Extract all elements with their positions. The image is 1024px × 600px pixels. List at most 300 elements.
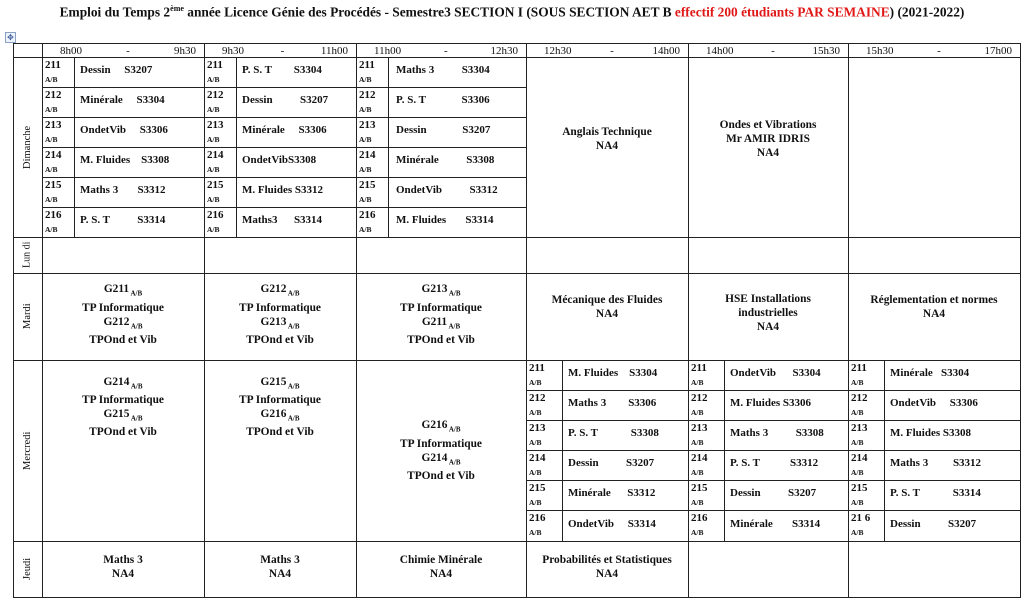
slot-separator: -: [937, 44, 941, 57]
course-entry: OndetVib S3306: [890, 397, 978, 409]
course-entry: P. S. T S3308: [568, 427, 659, 439]
cell-line: TP Informatique: [400, 301, 482, 314]
group-suffix: A/B: [359, 135, 372, 144]
group-row-divider: [688, 480, 848, 481]
cell-line: TPOnd et Vib: [89, 333, 157, 346]
group-label: G214: [103, 375, 130, 388]
group-number: [851, 362, 867, 389]
table-border-bottom: [13, 597, 1020, 598]
group-row-divider: [526, 510, 688, 511]
group-id: 214: [691, 452, 708, 464]
group-row-divider: [848, 480, 1020, 481]
group-suffix: A/B: [129, 289, 143, 298]
tp-cell: [356, 360, 526, 541]
course-cell: [688, 49, 848, 229]
cell-line: TPOnd et Vib: [89, 426, 157, 439]
group-row-divider: [204, 87, 356, 88]
cell-line: NA4: [756, 147, 780, 159]
slot-start-time: 14h00: [706, 44, 734, 57]
course-cell: [204, 539, 356, 595]
slot-end-time: 14h00: [652, 44, 680, 57]
course-entry: OndetVibS3308: [242, 154, 317, 166]
group-suffix: A/B: [129, 382, 143, 390]
course-entry: Maths3 S3314: [242, 214, 323, 226]
group-suffix: A/B: [45, 225, 58, 234]
cell-line: TPOnd et Vib: [246, 333, 314, 346]
tp-cell: [204, 362, 356, 452]
group-row-divider: [42, 207, 204, 208]
slot-end-time: 9h30: [173, 44, 196, 57]
group-number: [691, 482, 708, 509]
group-number: [207, 89, 224, 116]
time-slot-header: [222, 44, 348, 57]
slot-end-time: 17h00: [984, 44, 1012, 57]
group-row-divider: [526, 420, 688, 421]
slot-start-time: 15h30: [866, 44, 894, 57]
course-entry: P. S. T S3312: [730, 457, 819, 469]
cell-line: Réglementation et normes: [870, 293, 998, 306]
group-suffix: A/B: [691, 438, 704, 447]
slot-start-time: 12h30: [544, 44, 572, 57]
group-number: [529, 512, 546, 539]
group-row-divider: [356, 117, 526, 118]
group-row-divider: [848, 510, 1020, 511]
group-number: [529, 392, 546, 419]
cell-line: TPOnd et Vib: [246, 426, 314, 439]
group-number-divider: [74, 57, 75, 237]
course-entry: Maths 3 S3312: [80, 184, 166, 196]
course-entry: OndetVib S3304: [730, 367, 821, 379]
cell-line: [104, 282, 142, 300]
group-row-divider: [42, 147, 204, 148]
group-row-divider: [356, 177, 526, 178]
group-number: [851, 392, 868, 419]
slot-end-time: 11h00: [320, 44, 348, 57]
course-entry: P. S. T S3306: [396, 94, 490, 106]
group-number: [529, 422, 546, 449]
course-entry: Minérale S3314: [730, 518, 821, 530]
group-suffix: A/B: [851, 528, 864, 537]
group-number: [851, 422, 868, 449]
group-suffix: A/B: [851, 498, 864, 507]
group-row-divider: [848, 390, 1020, 391]
tp-cell: [42, 362, 204, 452]
group-id: 214: [207, 149, 224, 161]
group-label: G215: [260, 375, 287, 388]
group-number: [529, 452, 546, 479]
group-suffix: A/B: [691, 408, 704, 417]
group-row-divider: [356, 87, 526, 88]
group-number: [851, 452, 868, 479]
group-suffix: A/B: [691, 528, 704, 537]
cell-line: TP Informatique: [239, 394, 321, 406]
cell-line: [422, 451, 461, 469]
cell-line: TP Informatique: [82, 394, 164, 406]
cell-line: industrielles: [738, 306, 798, 319]
group-suffix: A/B: [359, 75, 372, 84]
group-suffix: A/B: [45, 75, 58, 84]
group-id: 214: [851, 452, 868, 464]
group-id: 211: [45, 59, 61, 71]
day-label: Lun di: [21, 241, 33, 269]
group-row-divider: [688, 510, 848, 511]
group-row-divider: [848, 450, 1020, 451]
group-id: 216: [529, 512, 546, 524]
group-number: [691, 362, 707, 389]
group-label: G214: [421, 451, 448, 464]
group-suffix: A/B: [851, 468, 864, 477]
group-suffix: A/B: [359, 165, 372, 174]
group-number: [359, 149, 376, 176]
cell-line: [422, 315, 460, 333]
group-id: 211: [207, 59, 223, 71]
group-id: 215: [851, 482, 868, 494]
group-id: 215: [359, 179, 376, 191]
slot-end-time: 15h30: [812, 44, 840, 57]
group-id: 213: [529, 422, 546, 434]
cell-line: NA4: [595, 568, 619, 580]
group-row-divider: [204, 147, 356, 148]
row-divider: [13, 237, 1020, 238]
group-row-divider: [688, 420, 848, 421]
course-cell: [848, 263, 1020, 350]
group-suffix: A/B: [359, 225, 372, 234]
group-suffix: A/B: [129, 321, 143, 330]
cell-line: Chimie Minérale: [399, 554, 483, 566]
group-id: 216: [45, 209, 62, 221]
group-label: G212: [260, 283, 287, 296]
group-row-divider: [42, 177, 204, 178]
title-part-2: année Licence Génie des Procédés - Semestre3 SECTION I (SOUS SECTION AET B: [183, 4, 675, 20]
course-entry: Dessin S3207: [396, 124, 491, 136]
group-suffix: A/B: [529, 378, 542, 387]
group-id: 213: [851, 422, 868, 434]
cell-line: [104, 315, 143, 333]
group-suffix: A/B: [129, 414, 143, 423]
cell-line: NA4: [922, 307, 946, 320]
group-id: 21 6: [851, 512, 871, 524]
course-entry: Dessin S3207: [730, 487, 817, 499]
cell-line: [261, 375, 300, 393]
group-suffix: A/B: [45, 195, 58, 204]
group-suffix: A/B: [45, 165, 58, 174]
course-entry: Minérale S3312: [568, 487, 656, 499]
time-slot-header: [866, 44, 1012, 57]
page-title: [0, 4, 1024, 20]
group-row-divider: [204, 207, 356, 208]
group-number: [45, 149, 62, 176]
tp-cell: [204, 271, 356, 358]
group-suffix: A/B: [851, 408, 864, 417]
slot-start-time: 11h00: [374, 44, 402, 57]
group-row-divider: [356, 147, 526, 148]
cell-line: HSE Installations: [725, 292, 811, 305]
group-label: G213: [260, 315, 287, 328]
group-row-divider: [688, 450, 848, 451]
group-suffix: A/B: [529, 468, 542, 477]
group-suffix: A/B: [45, 135, 58, 144]
row-divider: [13, 57, 1020, 58]
group-id: 214: [359, 149, 376, 161]
group-id: 212: [207, 89, 224, 101]
group-id: 216: [207, 209, 224, 221]
course-cell: [526, 539, 688, 595]
group-id: 214: [45, 149, 62, 161]
cell-line: Maths 3: [103, 554, 143, 566]
day-label: Jeudi: [22, 557, 33, 581]
cell-line: [261, 407, 300, 425]
course-entry: OndetVib S3314: [568, 518, 656, 530]
group-label: G216: [260, 408, 287, 420]
cell-line: Mécanique des Fluides: [551, 293, 663, 306]
group-row-divider: [526, 390, 688, 391]
group-suffix: A/B: [691, 468, 704, 477]
group-label: G216: [421, 419, 448, 432]
group-row-divider: [526, 450, 688, 451]
cell-line: TP Informatique: [82, 301, 164, 314]
course-entry: Minérale S3304: [80, 94, 165, 106]
day-label: Mardi: [22, 303, 33, 330]
group-suffix: A/B: [286, 321, 300, 330]
group-label: G212: [103, 315, 130, 328]
course-entry: Maths 3 S3312: [890, 457, 982, 469]
group-id: 213: [691, 422, 708, 434]
cell-line: [104, 407, 143, 425]
group-suffix: A/B: [286, 414, 300, 423]
course-entry: Minérale S3308: [396, 154, 495, 166]
group-id: 215: [207, 179, 224, 191]
group-id: 212: [529, 392, 546, 404]
group-label: G211: [421, 315, 448, 328]
group-number: [691, 392, 708, 419]
cell-line: TPOnd et Vib: [407, 469, 475, 482]
group-suffix: A/B: [359, 195, 372, 204]
title-part-3: ) (2021-2022): [889, 4, 965, 20]
title-part-1: Emploi du Temps 2: [59, 4, 171, 20]
group-id: 212: [691, 392, 708, 404]
group-id: 215: [691, 482, 708, 494]
course-entry: M. Fluides S3304: [568, 367, 658, 379]
group-number: [359, 209, 376, 236]
group-suffix: A/B: [207, 135, 220, 144]
course-cell: [42, 539, 204, 595]
group-id: 216: [359, 209, 376, 221]
course-entry: M. Fluides S3314: [396, 214, 494, 226]
group-id: 212: [851, 392, 868, 404]
group-label: G213: [421, 283, 448, 296]
group-suffix: A/B: [447, 425, 461, 434]
group-suffix: A/B: [207, 225, 220, 234]
group-suffix: A/B: [851, 438, 864, 447]
slot-end-time: 12h30: [490, 44, 518, 57]
cell-line: [104, 375, 143, 393]
course-entry: M. Fluides S3308: [890, 427, 971, 439]
day-label: Mercredi: [22, 431, 33, 470]
group-number-divider: [724, 360, 725, 541]
table-border-right: [1020, 43, 1021, 598]
group-number: [207, 59, 223, 86]
course-entry: P. S. T S3314: [890, 487, 981, 499]
course-entry: Maths 3 S3306: [568, 397, 657, 409]
course-entry: Minérale S3304: [890, 367, 970, 379]
cell-line: NA4: [429, 568, 453, 580]
group-row-divider: [848, 420, 1020, 421]
group-suffix: A/B: [207, 75, 220, 84]
cell-line: Mr AMIR IDRIS: [726, 133, 810, 145]
course-cell: [356, 539, 526, 595]
day-label: Dimanche: [22, 125, 33, 169]
course-entry: Maths 3 S3304: [396, 64, 490, 76]
group-suffix: A/B: [207, 165, 220, 174]
group-id: 211: [851, 362, 867, 374]
group-id: 213: [45, 119, 62, 131]
group-row-divider: [688, 390, 848, 391]
group-suffix: A/B: [529, 438, 542, 447]
group-label: G211: [103, 283, 130, 296]
course-entry: OndetVib S3306: [80, 124, 168, 136]
cell-line: TP Informatique: [239, 301, 321, 314]
group-id: 211: [529, 362, 545, 374]
group-id: 212: [45, 89, 62, 101]
group-id: 213: [359, 119, 376, 131]
group-id: 213: [207, 119, 224, 131]
group-number: [359, 179, 376, 206]
slot-separator: -: [610, 44, 614, 57]
group-number: [45, 89, 62, 116]
course-entry: M. Fluides S3312: [242, 184, 323, 196]
group-suffix: A/B: [529, 498, 542, 507]
group-suffix: A/B: [447, 289, 461, 298]
course-entry: Minérale S3306: [242, 124, 327, 136]
group-suffix: A/B: [359, 105, 372, 114]
cell-line: Ondes et Vibrations: [719, 119, 817, 131]
title-red-highlight: effectif 200 étudiants PAR SEMAINE: [674, 4, 890, 20]
course-entry: Dessin S3207: [80, 64, 153, 76]
group-number-divider: [236, 57, 237, 237]
cell-line: [261, 315, 300, 333]
group-number: [359, 119, 376, 146]
cell-line: NA4: [756, 320, 780, 333]
time-slot-header: [60, 44, 196, 57]
group-suffix: A/B: [691, 378, 704, 387]
group-number: [691, 512, 708, 539]
cell-line: [261, 282, 300, 300]
group-number: [207, 179, 224, 206]
group-number: [359, 59, 375, 86]
group-suffix: A/B: [286, 382, 300, 390]
course-cell: [526, 49, 688, 229]
slot-start-time: 8h00: [60, 44, 82, 57]
group-number: [851, 482, 868, 509]
group-suffix: A/B: [286, 289, 300, 298]
group-id: 212: [359, 89, 376, 101]
group-row-divider: [356, 207, 526, 208]
course-entry: Dessin S3207: [242, 94, 329, 106]
group-number: [529, 482, 546, 509]
group-number: [691, 452, 708, 479]
course-entry: P. S. T S3304: [242, 64, 322, 76]
tp-cell: [42, 271, 204, 358]
tp-cell: [356, 271, 526, 358]
group-number: [45, 119, 62, 146]
group-suffix: A/B: [529, 408, 542, 417]
group-number: [691, 422, 708, 449]
group-number: [207, 209, 224, 236]
group-number-divider: [388, 57, 389, 237]
slot-separator: -: [443, 44, 448, 57]
group-suffix: A/B: [447, 457, 461, 466]
slot-separator: -: [280, 44, 285, 57]
group-row-divider: [526, 480, 688, 481]
group-id: 214: [529, 452, 546, 464]
group-suffix: A/B: [529, 528, 542, 537]
group-row-divider: [204, 117, 356, 118]
cell-line: TPOnd et Vib: [407, 333, 475, 346]
group-id: 211: [691, 362, 707, 374]
group-suffix: A/B: [447, 321, 461, 330]
course-cell: [526, 263, 688, 350]
course-entry: P. S. T S3314: [80, 214, 166, 226]
group-id: 215: [45, 179, 62, 191]
time-slot-header: [374, 44, 518, 57]
group-id: 211: [359, 59, 375, 71]
group-number: [359, 89, 376, 116]
group-number: [45, 209, 62, 236]
course-entry: M. Fluides S3308: [80, 154, 170, 166]
slot-start-time: 9h30: [222, 44, 244, 57]
course-entry: M. Fluides S3306: [730, 397, 811, 409]
group-id: 216: [691, 512, 708, 524]
course-cell: [688, 269, 848, 356]
group-suffix: A/B: [691, 498, 704, 507]
group-number-divider: [562, 360, 563, 541]
move-icon[interactable]: ✥: [5, 32, 16, 43]
group-suffix: A/B: [207, 195, 220, 204]
cell-line: TP Informatique: [400, 437, 482, 450]
group-number: [45, 179, 62, 206]
slot-separator: -: [126, 44, 130, 57]
cell-line: Probabilités et Statistiques: [542, 554, 672, 566]
course-entry: Maths 3 S3308: [730, 427, 824, 439]
group-suffix: A/B: [851, 378, 864, 387]
group-number: [207, 119, 224, 146]
group-row-divider: [204, 177, 356, 178]
group-row-divider: [42, 87, 204, 88]
cell-line: Anglais Technique: [562, 126, 652, 138]
group-label: G215: [103, 408, 130, 420]
group-number: [529, 362, 545, 389]
group-number: [45, 59, 61, 86]
course-entry: Dessin S3207: [568, 457, 655, 469]
group-number: [851, 512, 870, 539]
cell-line: [422, 282, 461, 300]
group-suffix: A/B: [45, 105, 58, 114]
cell-line: NA4: [595, 140, 619, 152]
cell-line: [422, 418, 461, 436]
course-entry: OndetVib S3312: [396, 184, 498, 196]
group-number: [207, 149, 224, 176]
group-number-divider: [884, 360, 885, 541]
cell-line: NA4: [595, 307, 619, 320]
course-entry: Dessin S3207: [890, 518, 977, 530]
slot-separator: -: [771, 44, 775, 57]
cell-line: Maths 3: [260, 554, 300, 566]
cell-line: NA4: [268, 568, 292, 580]
group-suffix: A/B: [207, 105, 220, 114]
group-id: 215: [529, 482, 546, 494]
group-row-divider: [42, 117, 204, 118]
title-superscript: ème: [170, 4, 184, 13]
